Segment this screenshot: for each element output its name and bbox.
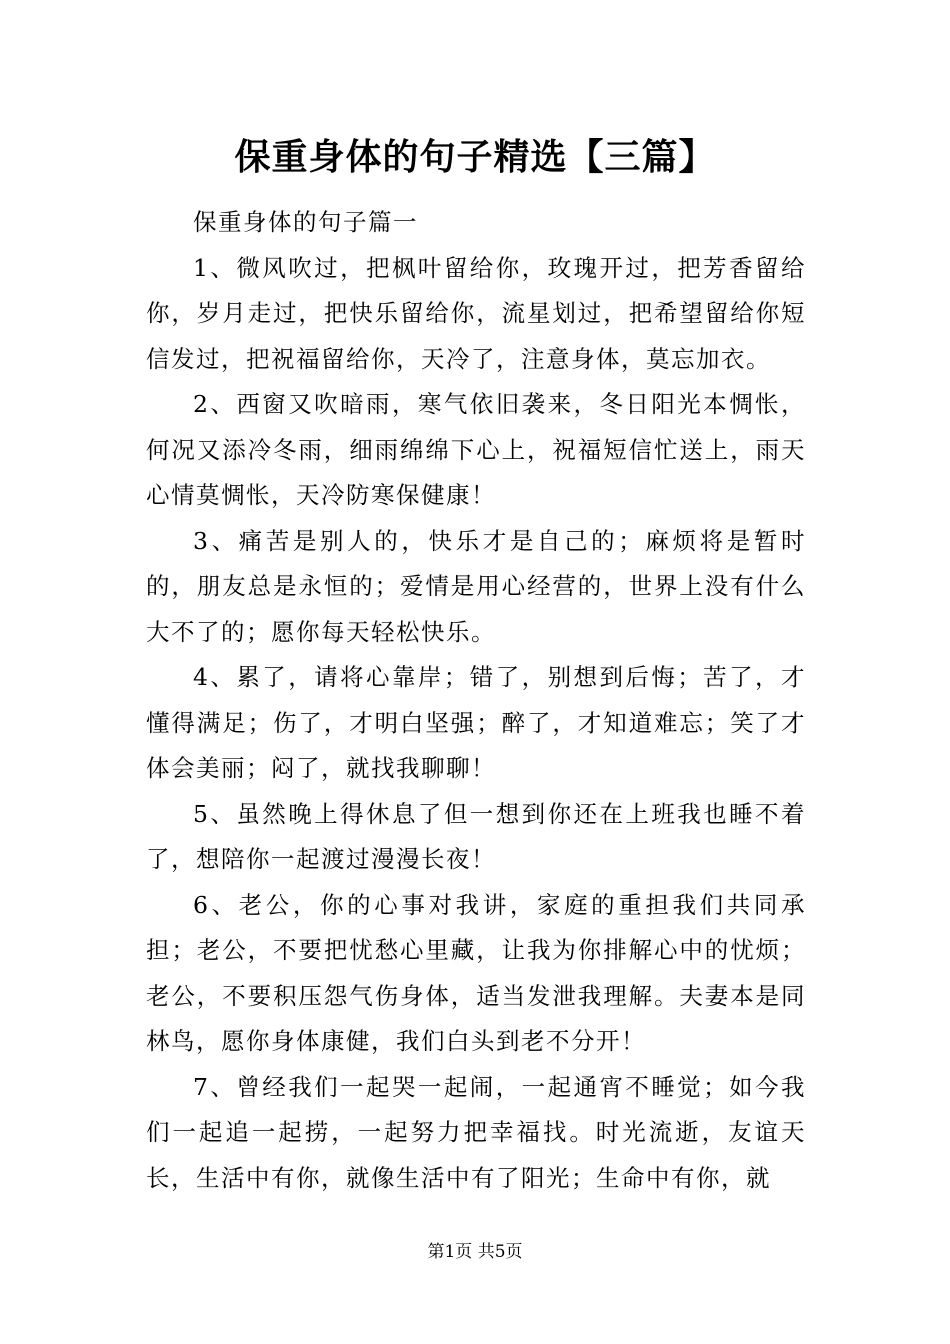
paragraph-3: 3、痛苦是别人的，快乐才是自己的；麻烦将是暂时的，朋友总是永恒的；爱情是用心经营的，世界上没有什么大不了的；愿你每天轻松快乐。 (146, 526, 806, 646)
paragraph-5: 5、虽然晚上得休息了但一想到你还在上班我也睡不着了，想陪你一起渡过漫漫长夜！ (146, 799, 806, 873)
document-title: 保重身体的句子精选【三篇】 (234, 136, 716, 178)
paragraph-4: 4、累了，请将心靠岸；错了，别想到后悔；苦了，才懂得满足；伤了，才明白坚强；醉了，才知道难忘；笑了才体会美丽；闷了，就找我聊聊！ (146, 663, 806, 782)
paragraph-2: 2、西窗又吹暗雨，寒气依旧袭来，冬日阳光本惆怅，何况又添冷冬雨，细雨绵绵下心上，祝福短信忙送上，雨天心情莫惆怅，天冷防寒保健康！ (146, 390, 806, 509)
document-body (146, 200, 806, 1201)
paragraph-7: 7、曾经我们一起哭一起闹，一起通宵不睡觉；如今我们一起追一起捞，一起努力把幸福找。时光流逝，友谊天长，生活中有你，就像生活中有了阳光；生命中有你，就 (146, 1072, 806, 1192)
page-number-footer: 第1页 共5页 (427, 1242, 523, 1262)
paragraph-6: 6、老公，你的心事对我讲，家庭的重担我们共同承担；老公，不要把忧愁心里藏，让我为你排解心中的忧烦；老公，不要积压怨气伤身体，适当发泄我理解。夫妻本是同林鸟，愿你身体康健，我们白头到老不分开！ (146, 890, 806, 1055)
paragraph-1: 1、微风吹过，把枫叶留给你，玫瑰开过，把芳香留给你，岁月走过，把快乐留给你，流星划过，把希望留给你短信发过，把祝福留给你，天冷了，注意身体，莫忘加衣。 (146, 253, 806, 373)
section-heading: 保重身体的句子篇一 (193, 208, 418, 236)
